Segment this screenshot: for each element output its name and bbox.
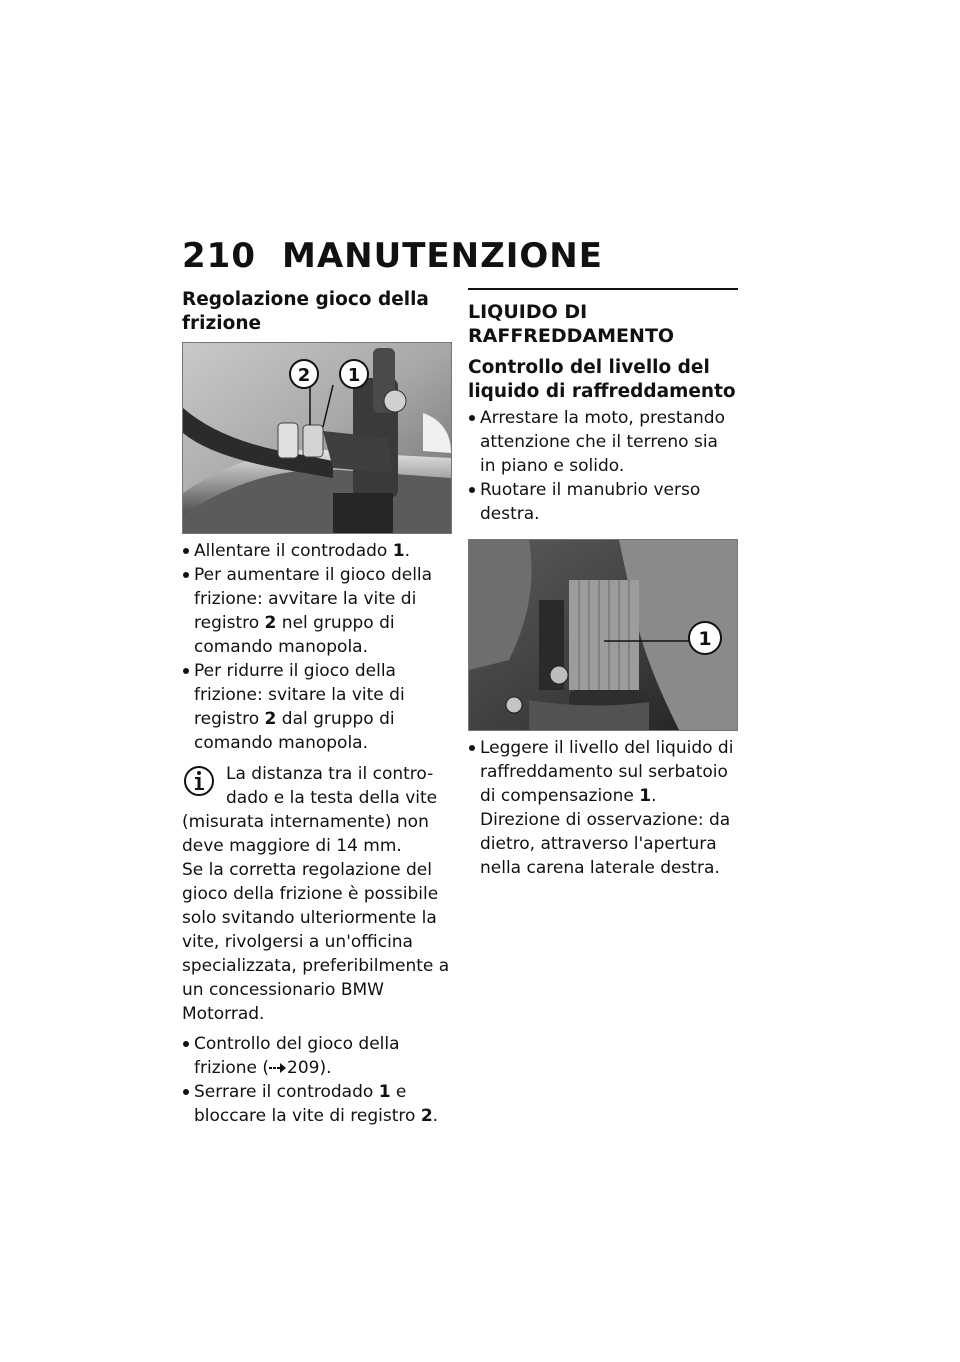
check-steps-list bbox=[468, 736, 738, 880]
section-title-clutch: Regolazione gioco della frizione bbox=[182, 289, 429, 334]
info-icon bbox=[182, 762, 216, 800]
workshop-paragraph: Se la corretta regolazione del gioco della frizione è possibile solo svitando ulteriormente la vite, rivolgersi a un'officina specializzata, preferibilmente a un concessionario BMW Motorrad. bbox=[182, 860, 450, 1024]
list-item: Ruotare il manubrio verso destra. bbox=[468, 478, 738, 526]
right-column bbox=[468, 288, 738, 880]
adjust-steps-list bbox=[182, 539, 452, 755]
chapter-title: MANUTENZIONE bbox=[282, 236, 603, 276]
page-number: 210 bbox=[182, 236, 256, 276]
final-steps-list bbox=[182, 1032, 452, 1128]
list-item: Leggere il livello del liquido di raffreddamento sul serbatoio di compensazione 1. Direzione di osservazione: da dietro, attraverso l'apertura nella carena laterale destra. bbox=[468, 736, 738, 880]
coolant-reservoir-illustration bbox=[469, 540, 737, 730]
subsection-title: Controllo del livello del liquido di raffreddamento bbox=[468, 357, 736, 402]
list-item: Controllo del gioco della frizione ( 209). bbox=[182, 1032, 452, 1080]
callout-1-label: 1 bbox=[347, 365, 361, 386]
callout-2-label: 2 bbox=[297, 365, 311, 386]
note-line-1: La distanza tra il contro- bbox=[226, 764, 434, 784]
list-item: Per aumentare il gioco della frizione: avvitare la vite di registro 2 nel gruppo di comando manopola. bbox=[182, 563, 452, 659]
list-item: Allentare il controdado 1. bbox=[182, 539, 452, 563]
page-reference-arrow-icon bbox=[269, 1062, 287, 1074]
clutch-lever-illustration bbox=[183, 343, 451, 533]
page-header bbox=[182, 236, 742, 280]
info-note bbox=[182, 762, 452, 858]
prep-steps-list bbox=[468, 406, 738, 526]
note-line-2: dado e la testa della vite bbox=[226, 788, 438, 808]
left-column bbox=[182, 288, 452, 1128]
section-heading-coolant: LIQUIDO DI RAFFREDDAMENTO bbox=[468, 288, 738, 348]
coolant-reservoir-photo bbox=[468, 539, 738, 731]
list-item: Per ridurre il gioco della frizione: svitare la vite di registro 2 dal gruppo di comando manopola. bbox=[182, 659, 452, 755]
list-item: Serrare il controdado 1 e bloccare la vite di registro 2. bbox=[182, 1080, 452, 1128]
callout-1-label: 1 bbox=[698, 628, 712, 650]
list-item: Arrestare la moto, prestando attenzione che il terreno sia in piano e solido. bbox=[468, 406, 738, 478]
clutch-adjuster-photo bbox=[182, 342, 452, 534]
note-text: (misurata internamente) non deve maggiore di 14 mm. bbox=[182, 812, 429, 856]
page-reference-link[interactable]: 209 bbox=[287, 1058, 320, 1078]
